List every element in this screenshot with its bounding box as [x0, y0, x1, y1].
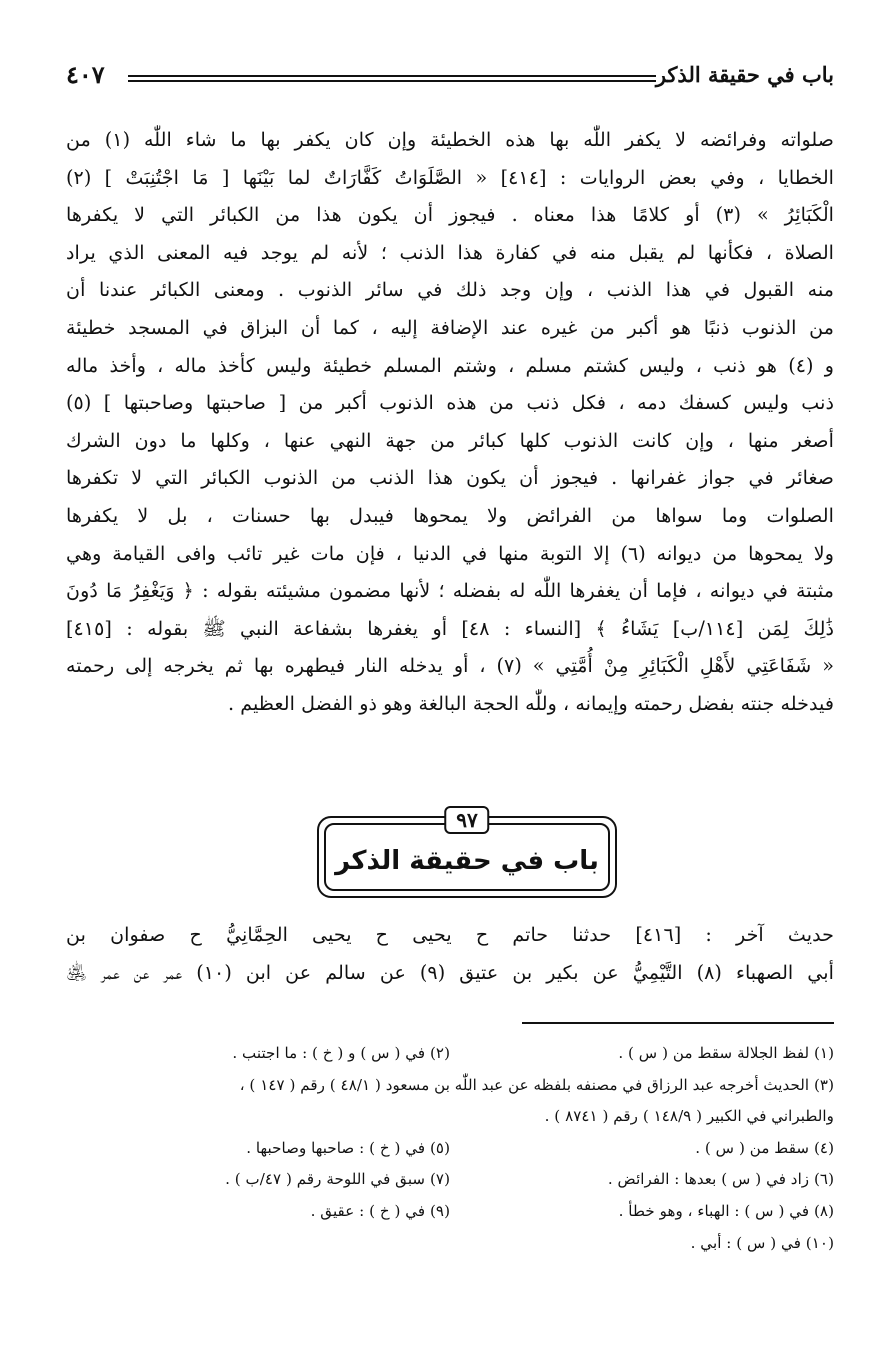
text-line: الصلوات وما سواها من الفرائض ولا يمحوها فيبدل بها حسنات ، بل لا يكفرها: [66, 503, 834, 527]
footnote: (٤) سقط من ( س ) .: [695, 1138, 834, 1157]
text-line: أبي الصهباء (٨) التَّيْمِيُّ عن بكير بن عتيق (٩) عن سالم عن ابن (١٠) عمر عن عمر ﵁: [66, 961, 834, 984]
text-line: صغائر في جواز غفرانها . فيجوز أن يكون هذا الذنب من الذنوب الكبائر التي لا تكفرها: [66, 466, 834, 490]
text-line: فيدخله جنته بفضل رحمته وإيمانه ، وللّٰه الحجة البالغة وهو ذو الفضل العظيم .: [228, 691, 834, 715]
footnotes: [66, 1038, 834, 1259]
text-line: الخطايا ، وفي بعض الروايات : [٤١٤] « الصَّلَوَاتُ كَفَّارَاتٌ لما بَيْنَها [ مَا اجْتُنِبَتْ ] (٢): [66, 165, 834, 189]
hadith-text: [66, 916, 834, 992]
footnote-row: [66, 1038, 834, 1070]
footnote: (٣) الحديث أخرجه عبد الرزاق في مصنفه بلفظه عن عبد اللّٰه بن مسعود ( ٤٨/١ ) رقم ( ١٤٧ ) ،: [239, 1075, 834, 1094]
footnote: (٧) سبق في اللوحة رقم ( ٤٧/ب ) .: [225, 1170, 450, 1189]
page-number: ٤٠٧: [66, 60, 105, 89]
chapter-title: باب في حقيقة الذكر: [335, 846, 599, 876]
footnote-row: [66, 1196, 834, 1228]
footnote: (١) لفظ الجلالة سقط من ( س ) .: [618, 1044, 834, 1062]
text-line: من الذنوب ذنبًا هو أكبر من غيره عند الإضافة إليه ، كما أن البزاق في المسجد خطيئة: [66, 315, 834, 339]
text-line: ذَٰلِكَ لِمَن [١١٤/ب] يَشَاءُ ﴾ [النساء : ٤٨] أو يغفرها بشفاعة النبي ﷺ بقوله : [٤١٥]: [66, 616, 834, 640]
text-line: « شَفَاعَتِي لأَهْلِ الْكَبَائِرِ مِنْ أُمَّتِي » (٧) ، أو يدخله النار فيطهره بها ثم يخرجه إلى رحمته: [66, 654, 834, 678]
footnote-separator: [522, 1022, 834, 1024]
running-header: [66, 62, 834, 96]
footnote: (٨) في ( س ) : الهباء ، وهو خطأ .: [618, 1201, 834, 1220]
text-line: أصغر منها ، وإن كانت الذنوب كلها كبائر من جهة النهي عنها ، وكلها ما دون الشرك: [66, 428, 834, 452]
text-line: ولا يمحوها من ديوانه (٦) إلا التوبة منها في الدنيا ، فإن مات غير تائب وافى القيامة وهي: [66, 541, 834, 565]
footnote: (٢) في ( س ) و ( خ ) : ما اجتنب .: [232, 1044, 450, 1062]
text-line: صلواته وفرائضه لا يكفر اللّٰه بها هذه الخطيئة وإن كان يكفر بها ما شاء اللّٰه (١) من: [66, 128, 835, 151]
footnote-row: [66, 1164, 834, 1196]
footnote: والطبراني في الكبير ( ١٤٨/٩ ) رقم ( ٨٧٤١ ) .: [544, 1107, 834, 1126]
footnote: (٦) زاد في ( س ) بعدها : الفرائض .: [607, 1170, 834, 1189]
main-text: [66, 121, 834, 723]
footnote: (١٠) في ( س ) : أبي .: [690, 1233, 834, 1252]
footnote-row: [66, 1133, 834, 1165]
footnote: (٩) في ( خ ) : عقيق .: [310, 1201, 450, 1220]
footnote: (٥) في ( خ ) : صاحبها وصاحبها .: [246, 1138, 450, 1157]
chapter-heading-frame: [317, 806, 617, 898]
header-double-rule: [128, 75, 656, 82]
book-page: [66, 58, 834, 1328]
text-line: الْكَبَائِرُ » (٣) أو كلامًا هذا معناه . فيجوز أن يكون هذا من الكبائر التي لا يكفرها: [66, 203, 835, 227]
text-line: مثبتة في ديوانه ، فإما أن يغفرها اللّٰه له بفضله ؛ لأنها مضمون مشيئته بقوله : ﴿ وَيَغْفِرُ مَا دُونَ: [66, 579, 834, 603]
text-line: و (٤) هو ذنب ، وليس كشتم مسلم ، وشتم المسلم خطيئة وليس كأخذ ماله ، وأخذ ماله: [66, 353, 834, 377]
chapter-number: ٩٧: [444, 806, 489, 834]
text-line: منه القبول في هذا الذنب ، وإن وجد ذلك في سائر الذنوب . ومعنى الكبائر عندنا أن: [66, 278, 834, 302]
text-line: الصلاة ، فكأنها لم يقبل منه في كفارة هذا الذنب ؛ لأنه لم يوجد فيه المعنى الذي يراد: [66, 240, 834, 264]
text-line: حديث آخر : [٤١٦] حدثنا حاتم ح يحيى ح يحيى الحِمَّانِيُّ ح صفوان بن: [66, 923, 835, 946]
running-chapter-title: باب في حقيقة الذكر: [655, 62, 834, 87]
text-line: ذنب وليس كسفك دمه ، فكل ذنب من هذه الذنوب أكبر من [ صاحبتها وصاحبتها ] (٥): [66, 391, 834, 415]
